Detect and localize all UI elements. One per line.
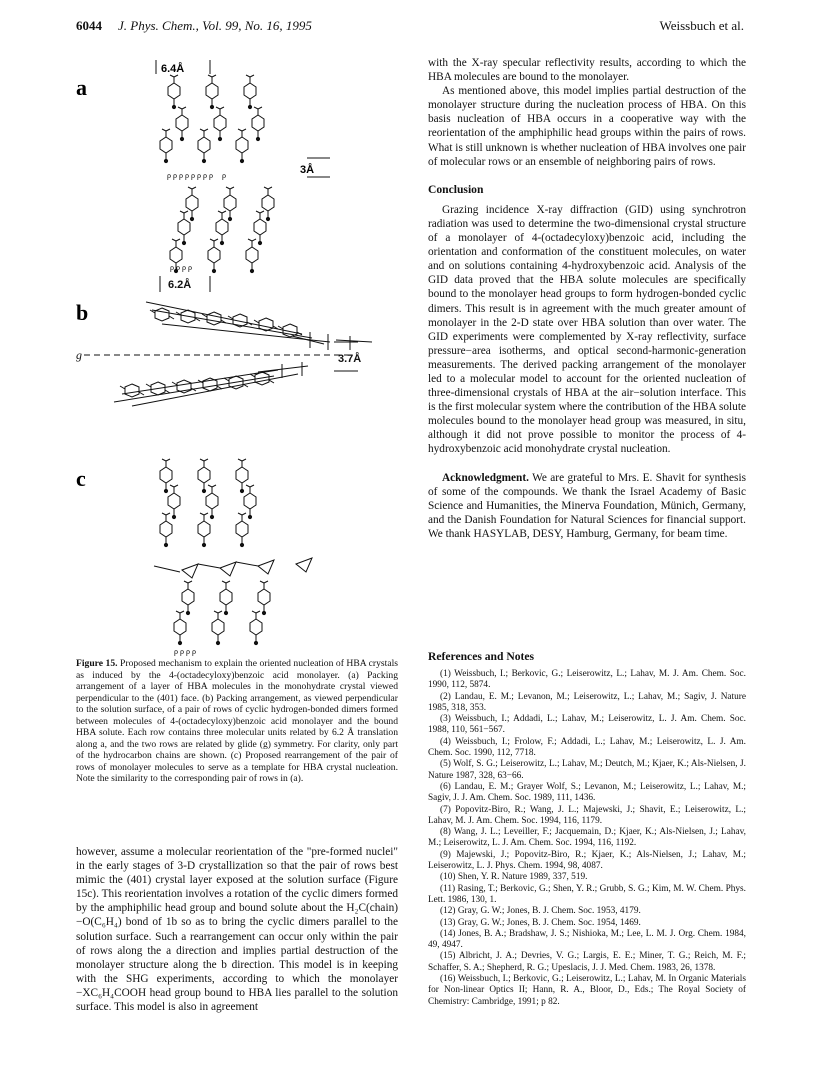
section-heading-conclusion: Conclusion	[428, 182, 484, 196]
page-header	[76, 18, 744, 36]
reference-item: (7) Popovitz-Biro, R.; Wang, J. L.; Majewski, J.; Shavit, E.; Leiserowitz, L.; Lahav, M. J. Am. Chem. Soc. 1994, 116, 1179.	[428, 804, 746, 826]
reference-item: (13) Gray, G. W.; Jones, B. J. Chem. Soc. 1954, 1469.	[440, 917, 641, 928]
right-column-body	[428, 56, 746, 541]
reference-item: (10) Shen, Y. R. Nature 1989, 337, 519.	[440, 872, 588, 883]
acknowledgment-heading: Acknowledgment.	[442, 471, 529, 484]
panel-c-label: c	[76, 466, 86, 491]
svg-text:ρ: ρ	[222, 171, 226, 180]
paragraph: with the X-ray specular reflectivity results, according to which the HBA molecules are bound to the monolayer.	[428, 57, 746, 84]
panel-b-label: b	[76, 300, 89, 325]
panel-b-glide-label: g	[76, 348, 82, 362]
reference-item: (15) Albricht, J. A.; Devries, V. G.; Largis, E. E.; Miner, T. G.; Reich, M. F.; Schaffer, S. A.; Shepherd, R. G.; Upeslacis, J. J. Med. Chem. 1983, 26, 1378.	[428, 951, 746, 973]
panel-c-drawing	[154, 459, 312, 656]
svg-text:ρ ρ ρ ρ ρ ρ ρ ρ: ρ ρ ρ ρ ρ ρ ρ ρ	[167, 171, 213, 180]
svg-text:ρ ρ ρ ρ: ρ ρ ρ ρ	[174, 647, 196, 656]
panel-a-width-label: 6.4Å	[161, 63, 185, 75]
reference-item: (8) Wang, J. L.; Leveiller, F.; Jacquemain, D.; Kjaer, K.; Als-Nielsen, J.; Lahav, M.; Leiserowitz, L. J. Am. Chem. Soc. 1994, 116, 1192.	[428, 827, 746, 849]
figure-15-drawing	[62, 48, 402, 660]
reference-item: (14) Jones, B. A.; Bradshaw, J. S.; Nishioka, M.; Lee, L. M. J. Org. Chem. 1984, 49, 4947.	[428, 928, 746, 951]
panel-a-drawing	[156, 60, 330, 273]
caption-text: Proposed mechanism to explain the oriented nucleation of HBA crystals as induced by the 4-(octadecyloxy)benzoic acid monolayer. (a) Packing arrangement of a layer of HBA molecules in the monohydrate crystal viewed perpendicular to the (401) face. (b) Packing arrangement, as viewed perpendicular to the solution surface, of a pair of rows of cyclic hydrogen-bonded dimers formed between molecules of 4-(octadecyloxy)benzoic acid monolayer and the bound HBA solute. Each row contains three molecular units related by 6.2 Å translation along a, and the two rows are related by glide (g) symmetry. For clarity, only part of the hydrocarbon chains are shown. (c) Proposed rearrangement of the pair of rows of monolayer molecules to serve as a template for HBA crystal nucleation. Note the similarity to the corresponding pair of rows in (a).	[76, 658, 398, 785]
page-number: 6044	[76, 18, 102, 33]
figure-caption	[76, 658, 398, 785]
acknowledgment-text: We are grateful to Mrs. E. Shavit for synthesis of some of the compounds. We thank the Israel Academy of Basic Science and Humanities, the Minerva Foundation, Münich, Germany, and the Danish Foundation for Natural Sciences for financial support. We thank HASYLAB, DESY, Hamburg, Germany, for beam time.	[428, 471, 746, 540]
reference-list	[428, 669, 746, 1008]
panel-b-drawing	[76, 276, 372, 406]
acknowledgment	[428, 471, 746, 541]
panel-a-spacing-label: 3Å	[300, 164, 315, 176]
paragraph: As mentioned above, this model implies partial destruction of the monolayer structure during the nucleation process of HBA. On this basis nucleation of HBA occurs in a cooperative way with the reorientation of the amphiphilic head groups within the pairs of rows. What is still unknown is whether nucleation of HBA involves one pair of molecular rows or an ensemble of neighboring pairs of rows.	[428, 85, 746, 168]
panel-a-label: a	[76, 75, 87, 100]
references-section	[428, 650, 746, 1008]
reference-item: (16) Weissbuch, I.; Berkovic, G.; Leiserowitz, L.; Lahav, M. In Organic Materials for Non-linear Optics II; Hann, R. A., Bloor, D., Eds.; The Royal Society of Chemistry: Cambridge, 1991; p 82.	[428, 974, 746, 1007]
reference-item: (4) Weissbuch, I.; Frolow, F.; Addadi, L.; Lahav, M.; Leiserowitz, L. J. Am. Chem. Soc. 1990, 112, 7718.	[428, 736, 746, 759]
panel-b-spacing-label: 3.7Å	[338, 353, 362, 365]
svg-text:ρ ρ ρ ρ: ρ ρ ρ ρ	[170, 263, 192, 272]
reference-item: (5) Wolf, S. G.; Leiserowitz, L.; Lahav, M.; Deutch, M.; Kjaer, K.; Als-Nielsen, J. Nature 1987, 328, 63−66.	[428, 759, 746, 781]
journal-reference: J. Phys. Chem., Vol. 99, No. 16, 1995	[118, 18, 312, 33]
conclusion-paragraph: Grazing incidence X-ray diffraction (GID) using synchrotron radiation was used to determine the two-dimensional crystal structure of a monolayer of 4-(octadecyloxy)benzoic acid, including the orientation and conformation of the constituent molecules, on water and on solutions containing 4-hydroxybenzoic acid. Analysis of the GID data proved that the HBA solute molecules are specifically bound to the monolayer head groups to form hydrogen-bonded cyclic dimers. This result is in agreement with the much greater amount of monolayer in the 2-D state over HBA solution than over water. The GID experiments were complemented by X-ray reflectivity, surface pressure−area isotherms, and optical second-harmonic-generation measurements. The derived packing arrangement of the monolayer led to a molecular model to account for the oriented nucleation of three-dimensional crystals of HBA at the air−solution interface. This is the first molecular system where the contribution of the HBA solute molecules bound to the monolayer head group was measured, in situ, although it did not prove possible to monitor the process of 4-hydroxybenzoic acid monohydrate crystal nucleation.	[428, 203, 746, 456]
running-author: Weissbuch et al.	[659, 18, 744, 33]
references-heading: References and Notes	[428, 650, 535, 663]
reference-item: (2) Landau, E. M.; Levanon, M.; Leiserowitz, L.; Lahav, M.; Sagiv, J. Nature 1985, 318, 353.	[428, 691, 746, 713]
reference-item: (11) Rasing, T.; Berkovic, G.; Shen, Y. R.; Grubb, S. G.; Kim, M. W. Chem. Phys. Lett. 1986, 130, 1.	[428, 883, 746, 905]
figure-label: Figure 15.	[76, 658, 118, 669]
reference-item: (9) Majewski, J.; Popovitz-Biro, R.; Kjaer, K.; Als-Nielsen, J.; Lahav, M.; Leiserowitz, L. J. Phys. Chem. 1994, 98, 4087.	[428, 849, 746, 872]
reference-item: (3) Weissbuch, I.; Addadi, L.; Lahav, M.; Leiserowitz, L. J. Am. Chem. Soc. 1988, 110, 561−567.	[428, 714, 746, 736]
reference-item: (1) Weissbuch, I.; Berkovic, G.; Leiserowitz, L.; Lahav, M. J. Am. Chem. Soc. 1990, 112, 5874.	[428, 669, 746, 691]
left-column-body: however, assume a molecular reorientation of the "pre-formed nuclei" in the early stages of 3-D crystallization so that the pair of rows best mimic the (401) crystal layer exposed at the solution surface (Figure 15c). This reorientation involves a rotation of the cyclic dimers formed by the amphiphilic head group and bound solute about the H₂C(chain)−O(C₆H₄) bond of 1b so as to bring the cyclic dimers parallel to the solution surface. Such a rearrangement can occur only within the pair of rows along the a direction and implies partial destruction of the monolayer structure along the b direction. This model is in keeping with the SHG experiments, according to which the monolayer −XC₆H₄COOH head group bound to HBA lies parallel to the solution surface. This model is also in agreement	[76, 846, 398, 1014]
reference-item: (6) Landau, E. M.; Grayer Wolf, S.; Levanon, M.; Leiserowitz, L.; Lahav, M.; Sagiv, J. J. Am. Chem. Soc. 1989, 111, 1436.	[428, 781, 746, 804]
figure-15	[62, 48, 402, 660]
reference-item: (12) Gray, G. W.; Jones, B. J. Chem. Soc. 1953, 4179.	[440, 906, 641, 917]
panel-b-width-label: 6.2Å	[168, 279, 192, 291]
